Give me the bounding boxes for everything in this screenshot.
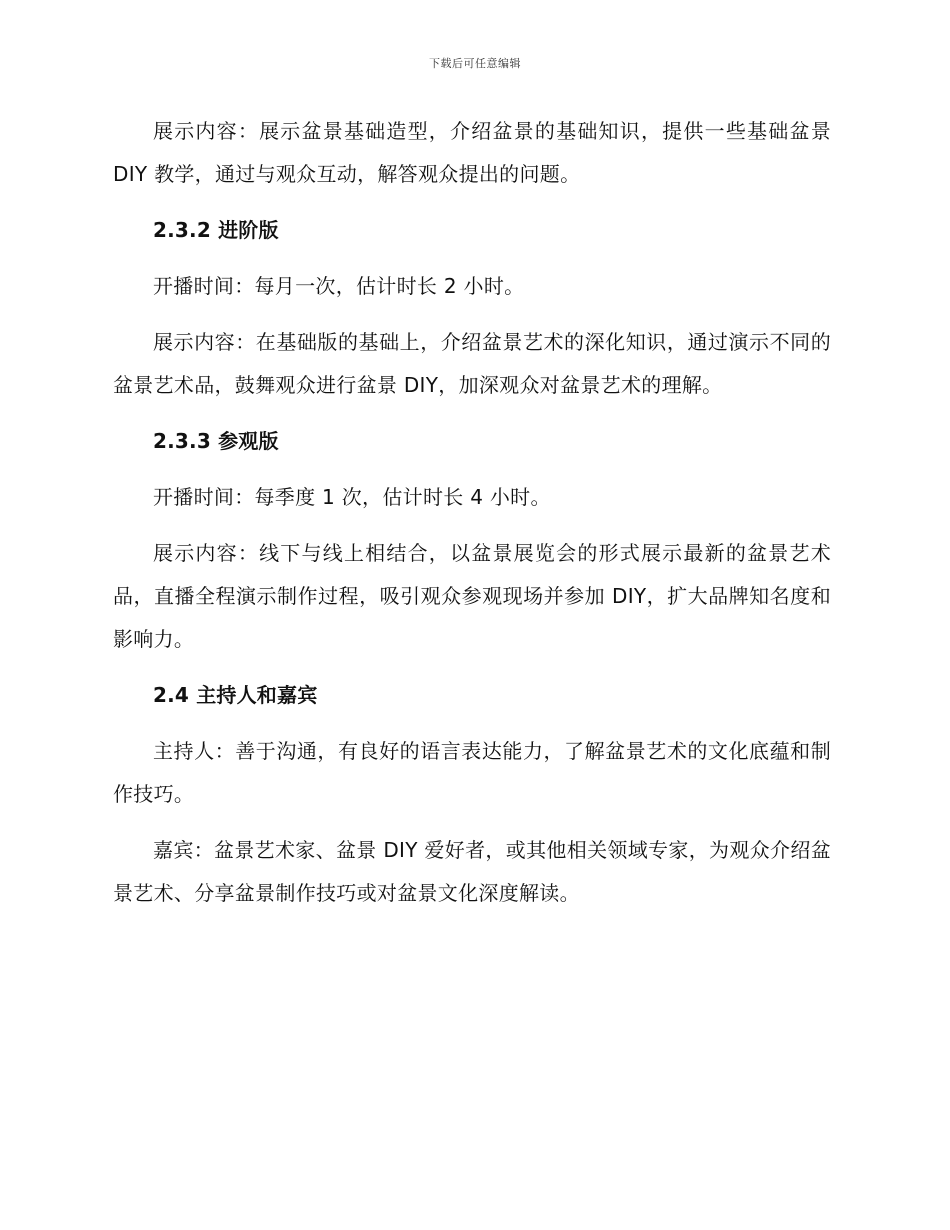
- section-heading-visit: 2.3.3 参观版: [153, 429, 279, 453]
- paragraph-broadcast-time-advanced: 开播时间：每月一次，估计时长 2 小时。: [153, 274, 525, 298]
- paragraph-display-content-visit: 展示内容：线下与线上相结合，以盆景展览会的形式展示最新的盆景艺术品，直播全程演示制作过程，吸引观众参观现场并参加 DIY，扩大品牌知名度和影响力。: [113, 541, 831, 651]
- paragraph-host: 主持人：善于沟通，有良好的语言表达能力，了解盆景艺术的文化底蕴和制作技巧。: [113, 739, 831, 806]
- paragraph-display-content-advanced: 展示内容：在基础版的基础上，介绍盆景艺术的深化知识，通过演示不同的盆景艺术品，鼓舞观众进行盆景 DIY，加深观众对盆景艺术的理解。: [113, 330, 831, 397]
- paragraph-display-content-basic: 展示内容：展示盆景基础造型，介绍盆景的基础知识，提供一些基础盆景 DIY 教学，通过与观众互动，解答观众提出的问题。: [113, 119, 831, 186]
- page-header: 下载后可任意编辑: [429, 57, 521, 70]
- section-heading-advanced: 2.3.2 进阶版: [153, 218, 279, 242]
- paragraph-broadcast-time-visit: 开播时间：每季度 1 次，估计时长 4 小时。: [153, 485, 551, 509]
- paragraph-guests: 嘉宾：盆景艺术家、盆景 DIY 爱好者，或其他相关领域专家，为观众介绍盆景艺术、分享盆景制作技巧或对盆景文化深度解读。: [113, 838, 831, 905]
- document-body: [113, 110, 831, 928]
- section-heading-host-guests: 2.4 主持人和嘉宾: [153, 683, 318, 707]
